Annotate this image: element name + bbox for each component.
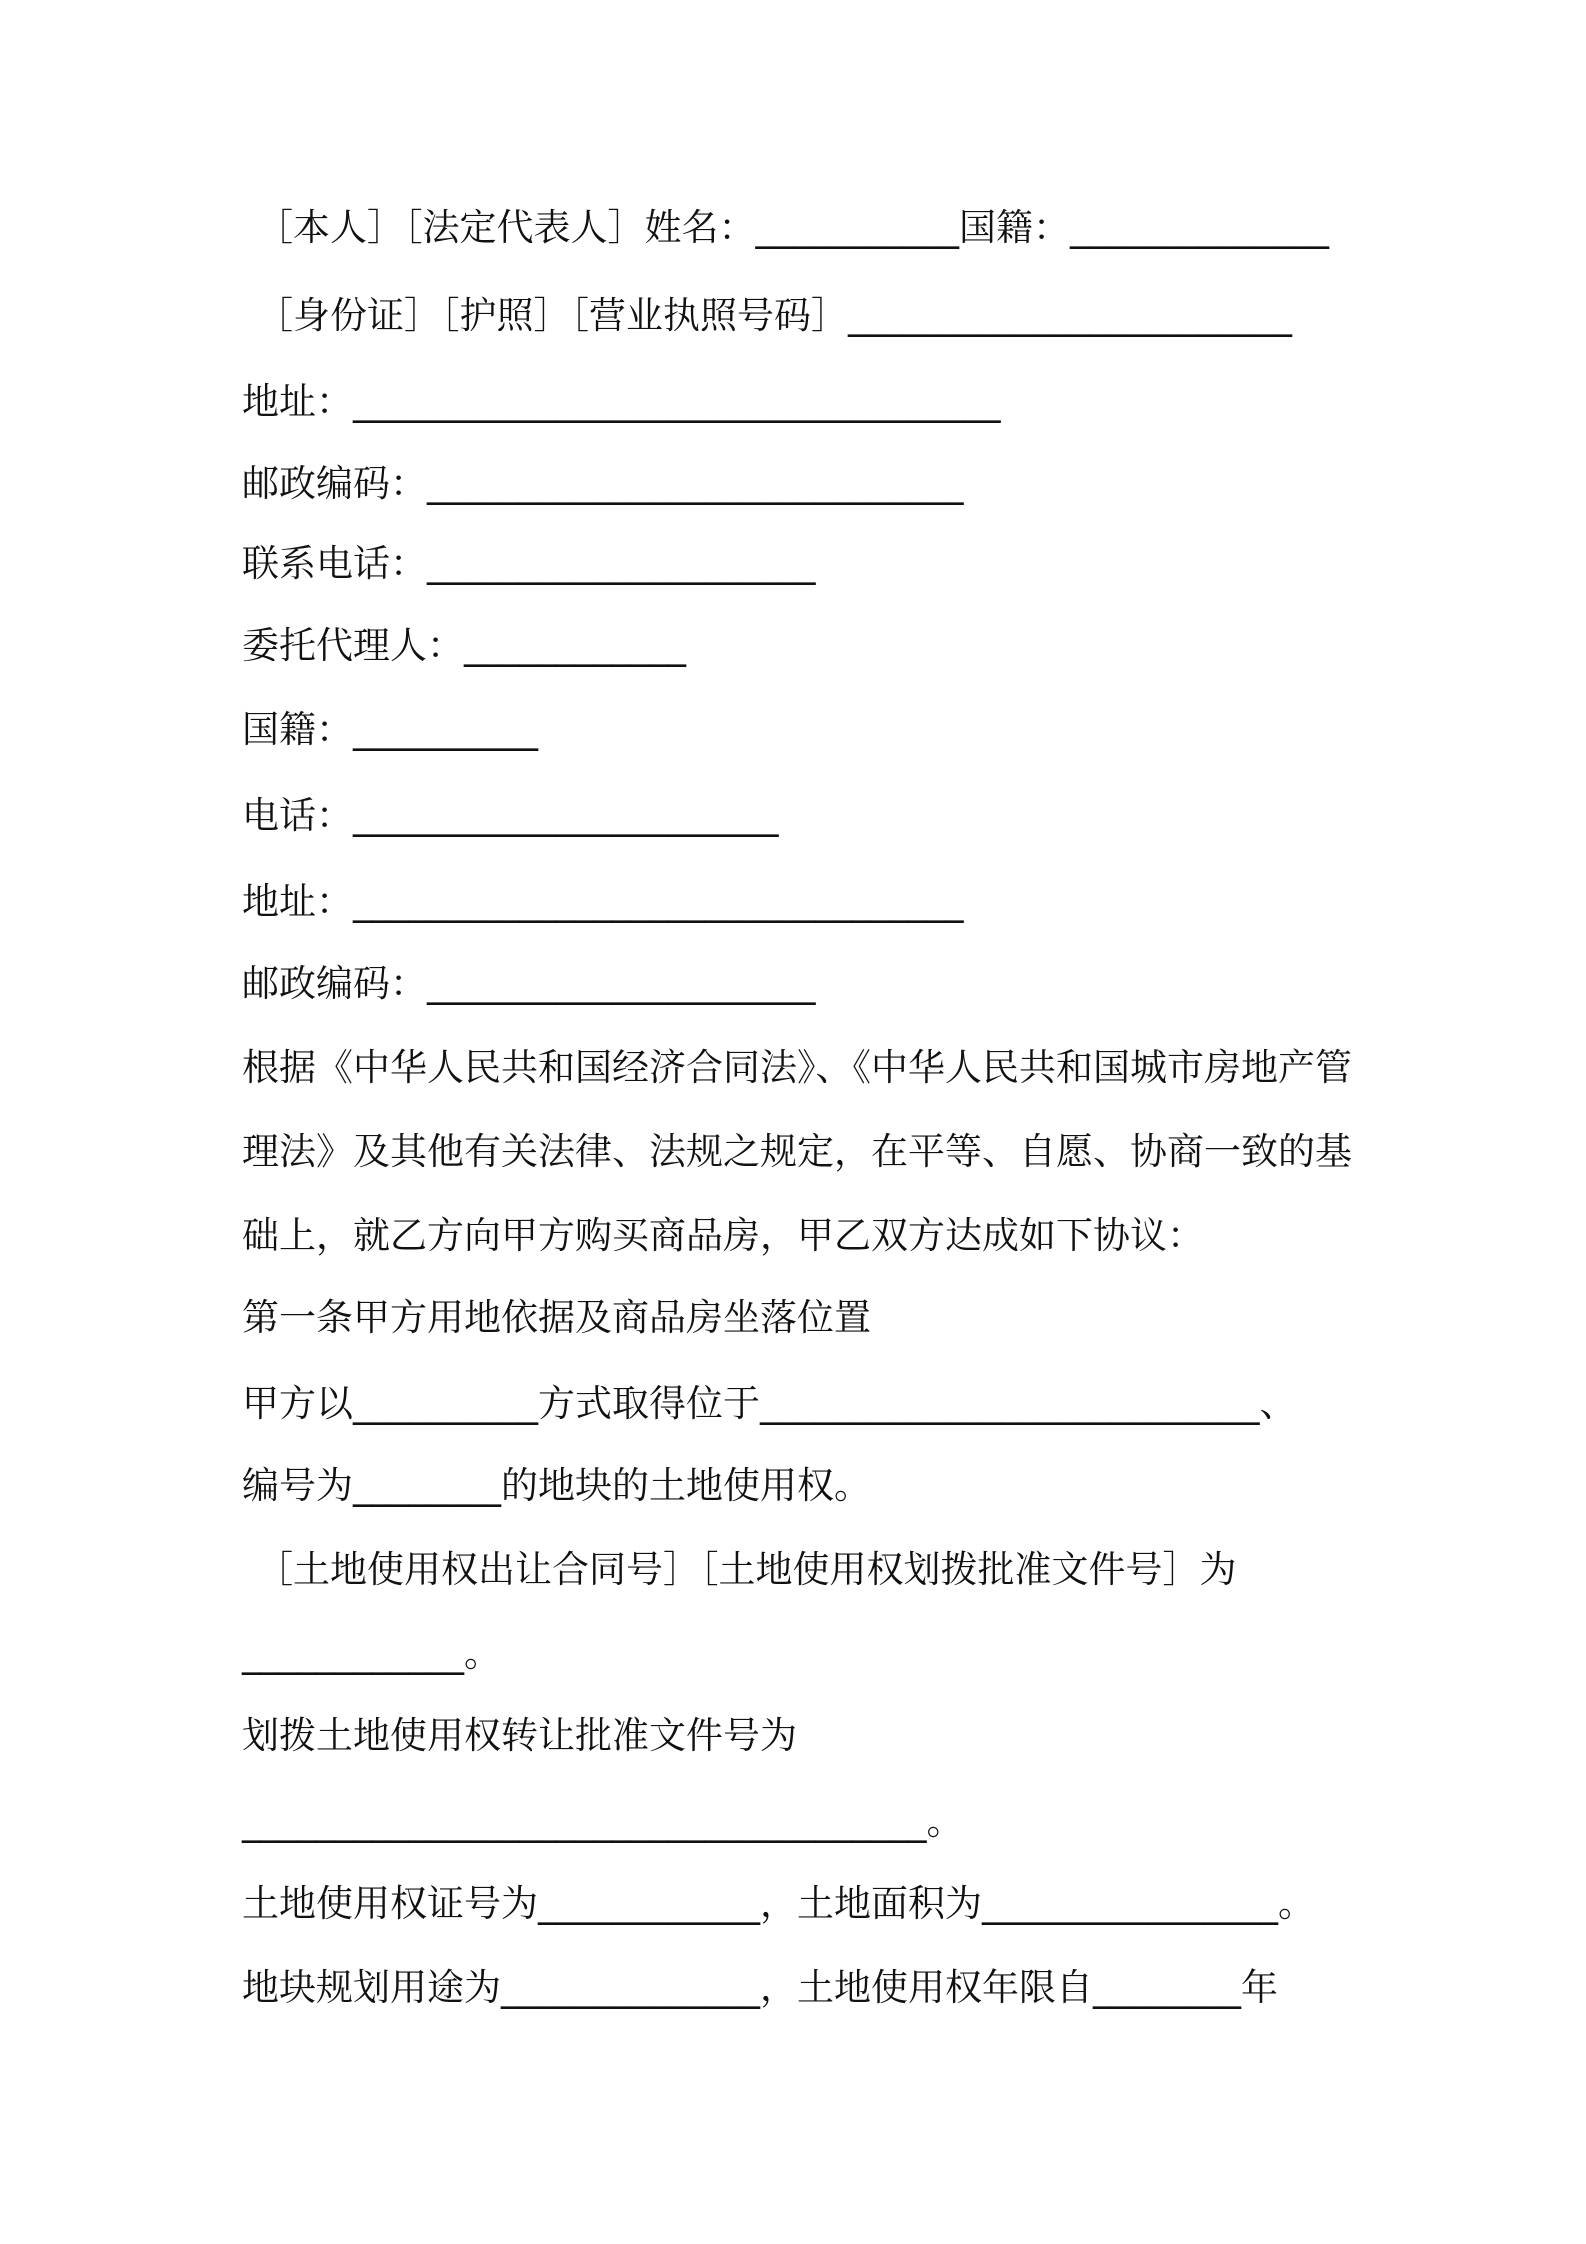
article-one-heading: 第一条甲方用地依据及商品房坐落位置 — [242, 1296, 871, 1339]
land-contract-number-blank: ____________。 — [242, 1632, 501, 1675]
transfer-approval-number-line: 划拨土地使用权转让批准文件号为 — [242, 1714, 797, 1757]
agent-nationality-line: 国籍：__________ — [242, 708, 538, 751]
address-line: 地址：___________________________________ — [242, 380, 1001, 423]
agent-postal-code-line: 邮政编码：_____________________ — [242, 962, 816, 1005]
id-document-number-line: ［身份证］［护照］［营业执照号码］________________________ — [256, 294, 1292, 337]
legal-basis-paragraph-line-2: 理法》及其他有关法律、法规之规定，在平等、自愿、协商一致的基 — [242, 1130, 1352, 1173]
party-name-nationality-line: ［本人］［法定代表人］姓名：___________国籍：______________ — [256, 206, 1329, 249]
land-certificate-area-line: 土地使用权证号为____________，土地面积为________________。 — [242, 1882, 1315, 1925]
postal-code-line: 邮政编码：_____________________________ — [242, 462, 964, 505]
contact-phone-line: 联系电话：_____________________ — [242, 542, 816, 585]
legal-basis-paragraph-line-1: 根据《中华人民共和国经济合同法》、《中华人民共和国城市房地产管 — [242, 1046, 1352, 1089]
agent-phone-line: 电话：_______________________ — [242, 794, 779, 837]
agent-address-line: 地址：_________________________________ — [242, 880, 964, 923]
land-use-term-line: 地块规划用途为______________，土地使用权年限自________年 — [242, 1966, 1278, 2009]
land-plot-number-line: 编号为________的地块的土地使用权。 — [242, 1464, 871, 1507]
land-contract-number-line: ［土地使用权出让合同号］［土地使用权划拨批准文件号］为 — [256, 1548, 1237, 1591]
land-acquisition-line: 甲方以__________方式取得位于___________________________、 — [242, 1382, 1297, 1425]
transfer-approval-number-blank: _____________________________________。 — [242, 1800, 964, 1843]
agent-line: 委托代理人：____________ — [242, 624, 686, 667]
legal-basis-paragraph-line-3: 础上，就乙方向甲方购买商品房，甲乙双方达成如下协议： — [242, 1214, 1204, 1257]
